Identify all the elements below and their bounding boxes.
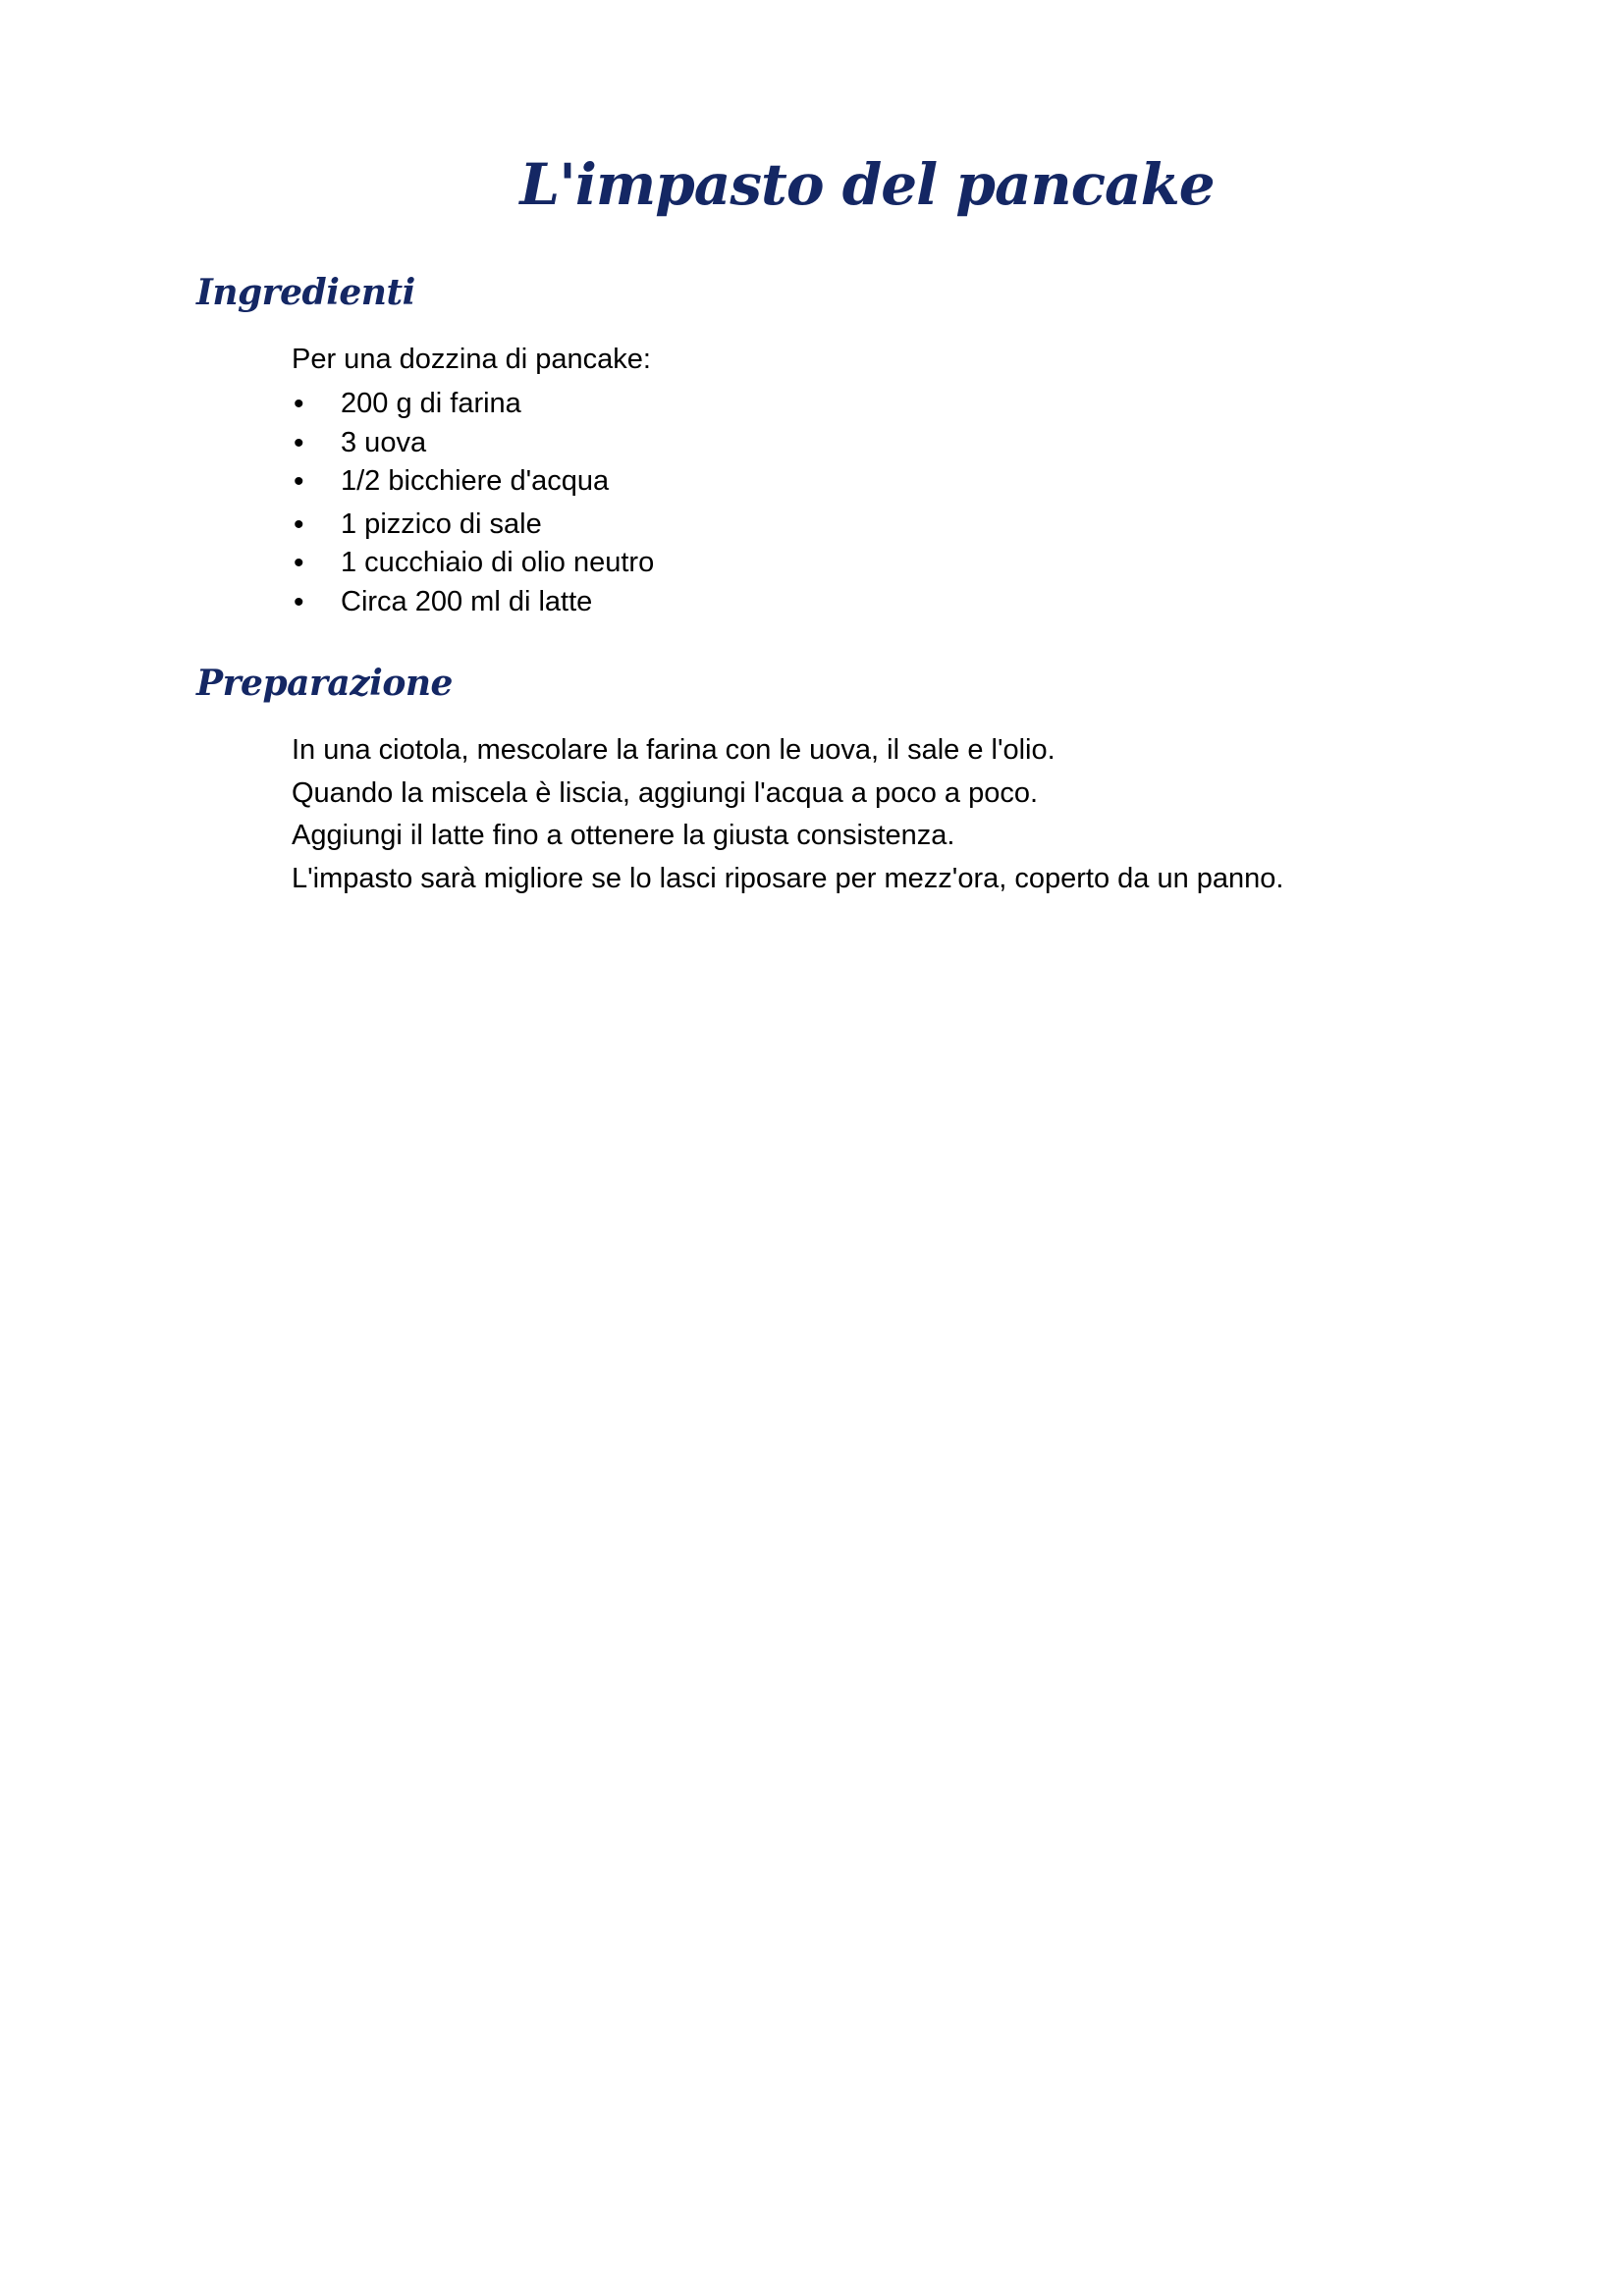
bullet-icon: • [294, 547, 304, 579]
bullet-icon: • [294, 465, 304, 498]
list-item [292, 583, 654, 622]
document-title: L'impasto del pancake [519, 151, 1215, 218]
preparation-line: In una ciotola, mescolare la farina con le uova, il sale e l'olio. [292, 734, 1056, 766]
preparation-line: Aggiungi il latte fino a ottenere la giusta consistenza. [292, 820, 955, 852]
bullet-icon: • [294, 507, 304, 541]
preparation-line: L'impasto sarà migliore se lo lasci riposare per mezz'ora, coperto da un panno. [292, 863, 1284, 895]
ingredients-list [292, 385, 654, 621]
bullet-icon: • [294, 388, 304, 420]
list-item [292, 544, 654, 583]
list-item [292, 385, 654, 424]
ingredient-text: 1 cucchiaio di olio neutro [341, 547, 655, 578]
section-heading-preparazione: Preparazione [196, 663, 453, 704]
list-item [292, 424, 654, 463]
ingredient-text: Circa 200 ml di latte [341, 585, 593, 617]
list-item [292, 506, 654, 545]
bullet-icon: • [294, 585, 304, 618]
section-heading-ingredienti: Ingredienti [196, 272, 415, 313]
ingredient-text: 1 pizzico di sale [341, 507, 542, 540]
ingredients-intro: Per una dozzina di pancake: [292, 344, 651, 375]
preparation-line: Quando la miscela è liscia, aggiungi l'acqua a poco a poco. [292, 776, 1039, 809]
bullet-icon: • [294, 426, 304, 459]
ingredient-text: 1/2 bicchiere d'acqua [341, 465, 610, 497]
preparation-steps [292, 729, 1283, 901]
ingredient-text: 200 g di farina [341, 388, 521, 419]
list-item [292, 462, 654, 502]
ingredient-text: 3 uova [341, 426, 427, 458]
